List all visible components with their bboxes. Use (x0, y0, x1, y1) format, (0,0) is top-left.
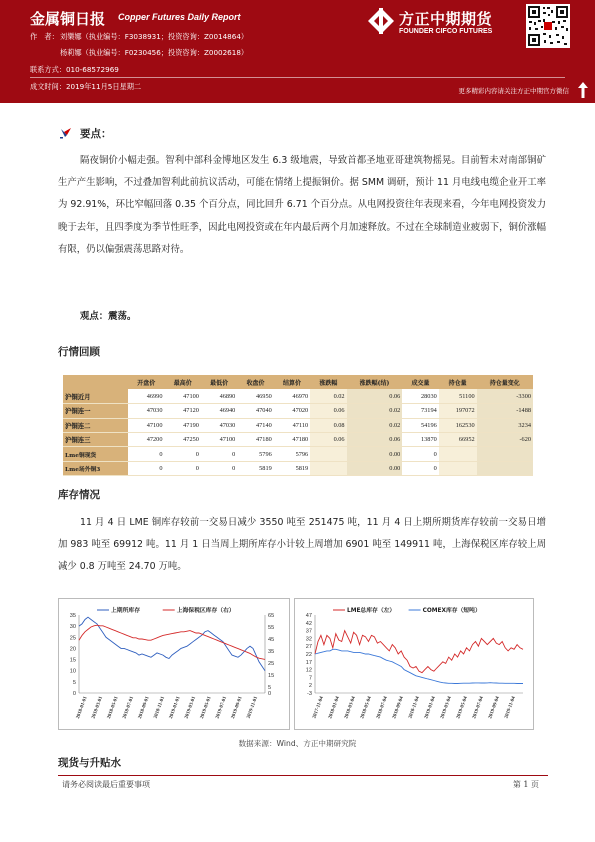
author-label: 作 者： (30, 32, 59, 41)
y-tick-label-right: 0 (268, 691, 272, 697)
market-table-wrap (63, 375, 533, 476)
table-cell: 0.02 (347, 404, 403, 418)
qr-code-icon (526, 4, 570, 48)
table-cell: 0 (164, 461, 200, 475)
table-cell: 47030 (128, 404, 164, 418)
follow-wechat-text: 更多精彩内容请关注方正中期官方微信 (458, 87, 569, 95)
x-tick-label: 2018-03-04 (344, 695, 357, 720)
table-cell (439, 461, 477, 475)
table-header-cell: 收盘价 (237, 375, 273, 389)
y-tick-label-right: 5 (268, 685, 272, 691)
table-cell: 47250 (164, 433, 200, 447)
report-title: 金属铜日报 (30, 10, 106, 28)
table-cell: 47040 (237, 404, 273, 418)
x-tick-label: 2019-11-04 (504, 695, 517, 720)
table-cell: 0 (201, 447, 237, 461)
table-cell: 66952 (439, 433, 477, 447)
inventory-paragraph: 11 月 4 日 LME 铜库存较前一交易日减少 3550 吨至 251475 吨，11 月 4 日上期所期货库存较前一交易日增加 983 吨至 69912 吨。11 月 1 日当周上期所库存小计较上周增加 6901 吨至 149911 吨，上海保税区库存较上周减少 0.8 万吨至 24.70 万吨。 (58, 517, 546, 573)
table-cell: 47020 (274, 404, 310, 418)
y-tick-label-left: 35 (69, 613, 76, 619)
author-line-1 (30, 32, 248, 42)
x-tick-label: 2018-05-01 (106, 695, 120, 720)
table-cell (477, 461, 533, 475)
x-tick-label: 2019-07-01 (215, 695, 229, 720)
table-row (63, 433, 533, 447)
table-cell: 28030 (402, 389, 438, 403)
y-tick-label-left: 10 (69, 668, 76, 675)
y-tick-label-left: 47 (305, 613, 312, 619)
data-source: 数据来源：Wind、方正中期研究院 (238, 739, 357, 748)
table-cell: 0 (164, 447, 200, 461)
y-tick-label-left: 12 (305, 667, 312, 674)
table-cell: 0 (128, 461, 164, 475)
contact-label: 联系方式： (30, 65, 66, 74)
table-cell: 0.02 (310, 389, 346, 403)
y-tick-label-left: 2 (308, 683, 312, 690)
table-header-cell: 涨跌幅 (310, 375, 346, 389)
inventory-section-title: 库存情况 (58, 489, 100, 501)
table-cell: 5819 (274, 461, 310, 475)
table-cell: 47180 (237, 433, 273, 447)
table-header-cell: 持仓量 (439, 375, 477, 389)
series-line-2 (315, 649, 523, 683)
x-tick-label: 2018-09-04 (392, 695, 405, 720)
keypoint-pin-icon (60, 127, 72, 139)
table-cell: 46970 (274, 389, 310, 403)
y-tick-label-left: 0 (72, 691, 76, 697)
y-tick-label-left: 25 (69, 635, 76, 642)
date-line (30, 82, 141, 92)
chart-shfe-bonded-inventory (58, 598, 290, 730)
x-tick-label: 2019-09-01 (230, 695, 244, 720)
table-cell: 0.06 (347, 389, 403, 403)
table-cell: 0 (128, 447, 164, 461)
y-tick-label-left: 22 (305, 652, 312, 658)
table-header-cell: 涨跌幅(结) (347, 375, 403, 389)
series-line-2 (79, 625, 265, 659)
table-cell: 47200 (128, 433, 164, 447)
table-cell: 197072 (439, 404, 477, 418)
table-cell: 0.06 (347, 433, 403, 447)
table-cell: 5796 (237, 447, 273, 461)
founder-logo-icon (366, 6, 396, 36)
report-date: 2019年11月5日星期二 (65, 82, 142, 91)
y-tick-label-right: 35 (268, 649, 275, 655)
table-cell: 0.06 (310, 433, 346, 447)
x-tick-label: 2019-03-04 (440, 695, 453, 720)
y-tick-label-left: 15 (69, 657, 76, 664)
table-cell: -620 (477, 433, 533, 447)
y-tick-label-left: 7 (308, 675, 312, 682)
table-cell: 0.02 (347, 418, 403, 432)
row-label: 沪铜近月 (63, 389, 128, 403)
y-tick-label-left: -3 (307, 691, 312, 697)
report-header (0, 0, 595, 103)
footer-disclaimer: 请务必阅读最后重要事项 (62, 780, 150, 789)
market-table (63, 375, 533, 476)
table-header-cell (63, 375, 128, 389)
chart-2-svg (295, 599, 533, 729)
x-tick-label: 2018-03-01 (91, 695, 105, 720)
y-tick-label-right: 65 (268, 613, 275, 619)
row-label: 沪铜连二 (63, 418, 128, 432)
x-tick-label: 2019-01-01 (168, 695, 182, 720)
table-header-cell: 成交量 (402, 375, 438, 389)
legend-label: 上期所库存 (111, 608, 140, 614)
table-cell: 5796 (274, 447, 310, 461)
table-cell: 3234 (477, 418, 533, 432)
y-tick-label-right: 45 (268, 637, 275, 643)
row-label: Lme铜现货 (63, 447, 128, 461)
y-tick-label-left: 20 (69, 646, 76, 653)
contact-phone: 010-68572969 (65, 65, 119, 74)
x-tick-label: 2018-11-01 (153, 695, 167, 720)
x-tick-label: 2019-09-04 (488, 695, 501, 720)
table-cell: 46940 (201, 404, 237, 418)
x-tick-label: 2017-11-04 (312, 695, 325, 720)
y-tick-label-left: 5 (72, 679, 76, 686)
chart-1-svg (59, 599, 289, 729)
table-cell: 47190 (164, 418, 200, 432)
contact-line (30, 65, 119, 75)
x-tick-label: 2019-05-01 (199, 695, 213, 720)
table-cell: 51100 (439, 389, 477, 403)
arrow-up-icon[interactable] (578, 82, 588, 98)
table-cell: 47120 (164, 404, 200, 418)
legend-label: LME总库存（左） (347, 608, 396, 614)
author-line-2 (60, 48, 248, 58)
row-label: Lme场外铜3 (63, 461, 128, 475)
table-cell: 46990 (128, 389, 164, 403)
table-row (63, 389, 533, 403)
y-tick-label-left: 17 (305, 659, 312, 666)
chart-lme-comex-inventory (294, 598, 534, 730)
x-tick-label: 2019-07-04 (472, 695, 485, 720)
table-cell: 47030 (201, 418, 237, 432)
table-cell: -3300 (477, 389, 533, 403)
table-cell (439, 447, 477, 461)
row-label: 沪铜连三 (63, 433, 128, 447)
table-cell (310, 447, 346, 461)
keypoints-paragraph: 隔夜铜价小幅走强。智利中部科金博地区发生 6.3 级地震，导致首都圣地亚哥建筑物摇晃。目前暂未对南部铜矿生产产生影响，不过叠加智利此前抗议活动，可能在情绪上提振铜价。据 SMM 调研，预计 11 月电线电缆企业开工率为 92.91%，环比窄幅回落 0.35 个百分点，同比回升 6.71 个百分点。从电网投资往年表现来看，今年电网投资发力晚于去年，且四季度为季节性旺季，因此电网投资或在年内最后两个月加速释放。不过在全球制造业疲弱下，铜价涨幅有限，仍以偏强震荡思路对待。 (58, 155, 546, 255)
table-cell: 54196 (402, 418, 438, 432)
x-tick-label: 2018-07-01 (122, 695, 136, 720)
table-cell: 162530 (439, 418, 477, 432)
table-cell: 47100 (164, 389, 200, 403)
y-tick-label-left: 30 (69, 624, 76, 631)
table-cell: 0.00 (347, 461, 403, 475)
table-cell (477, 447, 533, 461)
table-cell: 0.08 (310, 418, 346, 432)
series-line-1 (79, 617, 265, 671)
table-row (63, 404, 533, 418)
legend-label: 上海保税区库存（右） (176, 608, 235, 614)
table-cell: 0 (402, 461, 438, 475)
table-header-cell: 最低价 (201, 375, 237, 389)
table-cell: 47100 (128, 418, 164, 432)
x-tick-label: 2019-01-04 (424, 695, 437, 720)
table-cell: 13870 (402, 433, 438, 447)
logo-cn: 方正中期期货 (399, 10, 493, 28)
table-cell: 46950 (237, 389, 273, 403)
date-label: 成文时间： (30, 82, 66, 91)
y-tick-label-right: 55 (268, 625, 275, 631)
table-cell: 5819 (237, 461, 273, 475)
table-cell: 73194 (402, 404, 438, 418)
y-tick-label-left: 32 (305, 636, 312, 643)
x-tick-label: 2019-03-01 (184, 695, 198, 720)
x-tick-label: 2018-01-01 (75, 695, 89, 720)
company-logo (366, 6, 516, 42)
x-tick-label: 2018-07-04 (376, 695, 389, 720)
table-cell: 0.00 (347, 447, 403, 461)
series-line-1 (315, 631, 523, 673)
y-tick-label-right: 25 (268, 661, 275, 667)
keypoints-title: 要点： (80, 128, 112, 140)
table-header-row (63, 375, 533, 389)
header-divider (30, 77, 565, 78)
table-row (63, 461, 533, 475)
table-row (63, 447, 533, 461)
page-number: 第 1 页 (512, 780, 539, 789)
footer-divider (58, 775, 548, 776)
y-tick-label-left: 42 (305, 620, 312, 627)
legend-label: COMEX库存（短吨） (422, 608, 481, 614)
table-row (63, 418, 533, 432)
table-header-cell: 持仓量变化 (477, 375, 533, 389)
author-2: 杨莉娜（执业编号：F0230456；投资咨询：Z0002618） (60, 48, 249, 57)
table-header-cell: 结算价 (274, 375, 310, 389)
table-header-cell: 开盘价 (128, 375, 164, 389)
table-cell: 46890 (201, 389, 237, 403)
x-tick-label: 2018-05-04 (360, 695, 373, 720)
table-cell: 47140 (237, 418, 273, 432)
x-tick-label: 2018-11-04 (408, 695, 421, 720)
table-cell (310, 461, 346, 475)
y-tick-label-right: 15 (268, 673, 275, 679)
x-tick-label: 2018-09-01 (137, 695, 151, 720)
y-tick-label-left: 27 (305, 644, 312, 651)
table-cell: 47100 (201, 433, 237, 447)
table-cell: 0 (402, 447, 438, 461)
author-1: 刘樂娜（执业编号：F3038931；投资咨询：Z0014864） (60, 32, 249, 41)
table-cell: 0 (201, 461, 237, 475)
report-subtitle: Copper Futures Daily Report (118, 12, 241, 22)
table-cell: -1488 (477, 404, 533, 418)
market-section-title: 行情回顾 (58, 346, 100, 358)
table-cell: 47180 (274, 433, 310, 447)
table-cell: 47110 (274, 418, 310, 432)
spot-section-title: 现货与升贴水 (58, 757, 121, 769)
view-text: 观点：震荡。 (80, 311, 137, 322)
x-tick-label: 2019-11-01 (246, 695, 260, 720)
table-header-cell: 最高价 (164, 375, 200, 389)
x-tick-label: 2019-05-04 (456, 695, 469, 720)
logo-en: FOUNDER CIFCO FUTURES (399, 28, 493, 35)
row-label: 沪铜连一 (63, 404, 128, 418)
y-tick-label-left: 37 (305, 628, 312, 635)
x-tick-label: 2018-01-04 (328, 695, 341, 720)
table-cell: 0.06 (310, 404, 346, 418)
